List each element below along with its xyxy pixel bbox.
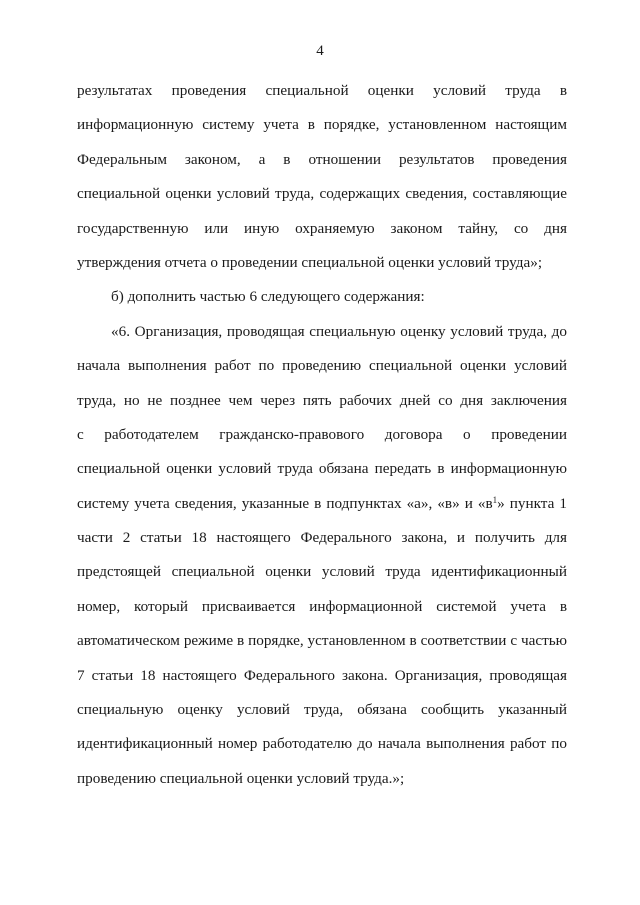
text-segment: систему учета сведения, указанные в подпунктах «а», «в» и «в: [77, 494, 493, 512]
text-line: Федеральным законом, а в отношении результатов проведения: [77, 150, 567, 168]
text-line: проведению специальной оценки условий труда.»;: [77, 769, 405, 787]
text-line: идентификационный номер работодателю до начала выполнения работ по: [77, 735, 567, 753]
paragraph-continuation: [77, 74, 567, 280]
text-line: результатах проведения специальной оценки условий труда в: [77, 82, 567, 99]
text-segment: » пункта 1: [497, 494, 567, 512]
text-line: государственную или иную охраняемую законом тайну, со дня: [77, 219, 567, 237]
text-line: б) дополнить частью 6 следующего содержания:: [111, 288, 425, 306]
text-line: 7 статьи 18 настоящего Федерального закона. Организация, проводящая: [77, 666, 567, 684]
text-line: «6. Организация, проводящая специальную оценку условий труда, до: [111, 322, 567, 340]
paragraph-part-6: [77, 315, 567, 796]
text-line: информационную систему учета в порядке, установленном настоящим: [77, 116, 567, 134]
text-line: автоматическом режиме в порядке, установленном в соответствии с частью: [77, 632, 567, 650]
text-line-with-superscript: [77, 487, 567, 521]
paragraph-item-b: [77, 280, 567, 314]
text-line: номер, который присваивается информационной системой учета в: [77, 597, 567, 615]
text-line: специальной оценки условий труда обязана передать в информационную: [77, 460, 567, 478]
text-line: с работодателем гражданско-правового договора о проведении: [77, 425, 567, 443]
document-body: [77, 74, 567, 796]
text-line: части 2 статьи 18 настоящего Федерального закона, и получить для: [77, 529, 567, 547]
text-line: труда, но не позднее чем через пять рабочих дней со дня заключения: [77, 391, 567, 409]
text-line: предстоящей специальной оценки условий труда идентификационный: [77, 563, 567, 581]
superscript: 1: [492, 494, 498, 505]
text-line: специальную оценку условий труда, обязана сообщить указанный: [77, 701, 567, 719]
text-line: специальной оценки условий труда, содержащих сведения, составляющие: [77, 185, 567, 203]
page-number: 4: [316, 43, 324, 59]
text-line: утверждения отчета о проведении специальной оценки условий труда»;: [77, 253, 543, 271]
text-line: начала выполнения работ по проведению специальной оценки условий: [77, 357, 567, 375]
